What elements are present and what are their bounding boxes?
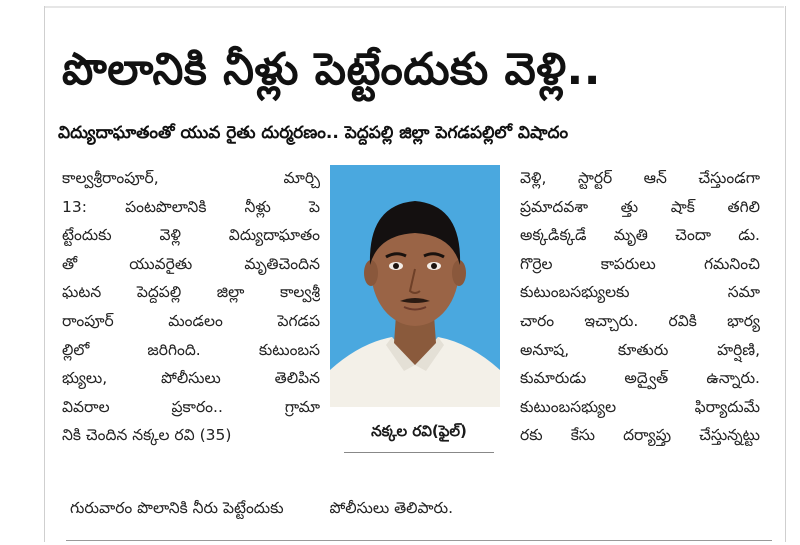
right-line: వెళ్లి, స్టార్టర్ ఆన్ చేస్తుండగా (520, 169, 760, 187)
closing-left-text: గురువారం పొలానికి నీరు పెట్టేందుకు (70, 499, 284, 517)
portrait-illustration (330, 165, 500, 407)
headline: పొలానికి నీళ్లు పెట్టేందుకు వెళ్లి.. (62, 44, 601, 95)
left-line: రాంపూర్ మండలం పెగడప (62, 311, 320, 330)
left-line: తో యువరైతు మృతిచెందిన (62, 254, 320, 273)
footer-rule (66, 540, 772, 541)
closing-line (70, 494, 770, 522)
right-line: కుటుంబసభ్యులకు సమా (520, 283, 760, 302)
left-line: ల్లిలో జరిగింది. కుటుంబస (62, 340, 320, 359)
left-column (62, 164, 320, 450)
left-line: వివరాల ప్రకారం.. గ్రామా (62, 397, 320, 416)
caption-underline (344, 452, 494, 453)
right-column (520, 164, 760, 450)
right-line: గొర్రెల కాపరులు గమనించి (520, 254, 760, 273)
left-line: ఘటన పెద్దపల్లి జిల్లా కాల్వశ్రీ (62, 283, 320, 302)
right-line: కుమారుడు అద్వైత్ ఉన్నారు. (520, 369, 760, 388)
left-line: 13: పంటపొలానికి నీళ్లు పె (62, 197, 320, 216)
left-line: ట్టేందుకు వెళ్లి విద్యుదాఘాతం (62, 226, 320, 245)
left-line: కాల్వశ్రీరాంపూర్, మార్చి (62, 169, 320, 187)
right-line: రకు కేసు దర్యాప్తు చేస్తున్నట్టు (520, 426, 760, 445)
portrait-photo (330, 165, 500, 407)
right-line: చారం ఇచ్చారు. రవికి భార్య (520, 311, 760, 330)
left-line: నికి చెందిన నక్కల రవి (35) (62, 426, 232, 445)
right-line: కుటుంబసభ్యుల ఫిర్యాదుమే (520, 397, 760, 416)
right-line: ప్రమాదవశా త్తు షాక్ తగిలి (520, 197, 760, 216)
right-line: అక్కడిక్కడే మృతి చెందా డు. (520, 226, 760, 245)
left-line: భ్యులు, పోలీసులు తెలిపిన (62, 369, 320, 388)
right-line: అనూష, కూతురు హర్షిణి, (520, 340, 760, 359)
subheadline: విద్యుదాఘాతంతో యువ రైతు దుర్మరణం.. పెద్దపల్లి జిల్లా పెగడపల్లిలో విషాదం (58, 123, 569, 143)
photo-caption: నక్కల రవి(ఫైల్) (371, 422, 467, 440)
closing-right-text: పోలీసులు తెలిపారు. (329, 499, 454, 517)
